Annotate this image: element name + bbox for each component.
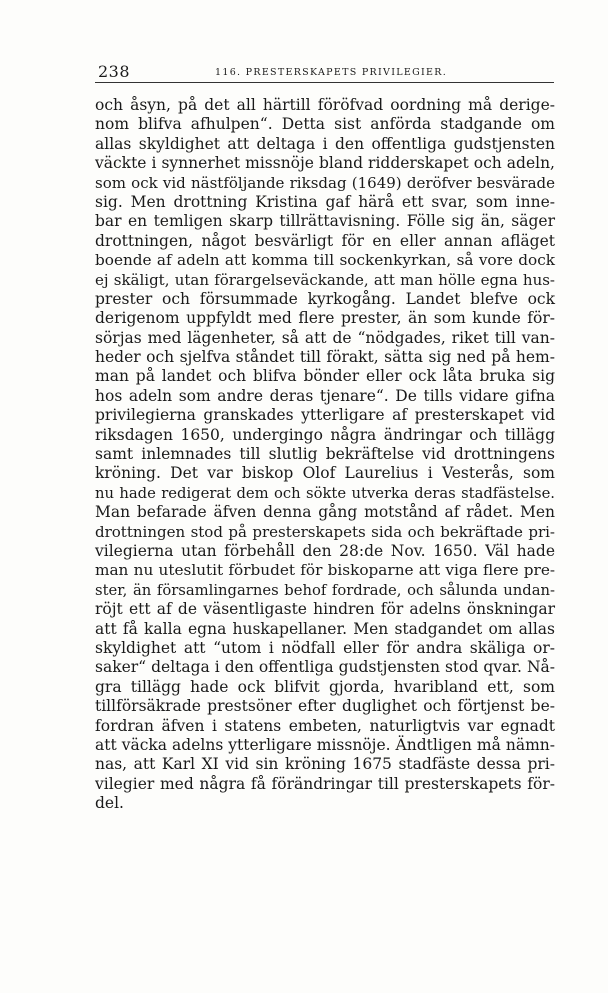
text-line: sig. Men drottning Kristina gaf härå ett svar, som inne- [95, 192, 555, 211]
text-line: nom blifva afhulpen“. Detta sist anförda stadgande om [95, 115, 555, 134]
text-line: skyldighet att “utom i nödfall eller för andra skäliga or- [95, 638, 555, 657]
text-line: riksdagen 1650, undergingo några ändringar och tillägg [95, 425, 555, 444]
text-line: man på landet och blifva bönder eller ock låta bruka sig [95, 367, 555, 386]
text-line: kröning. Det var biskop Olof Laurelius i Vesterås, som [95, 464, 555, 483]
running-head: 116. PRESTERSKAPETS PRIVILEGIER. [215, 67, 448, 78]
page-number: 238 [98, 62, 131, 81]
text-line: och åsyn, på det all härtill föröfvad oordning må derige- [95, 96, 555, 114]
text-line: derigenom uppfyldt med flere prester, än som kunde för- [95, 309, 555, 328]
text-line: del. [95, 794, 124, 813]
text-line: väckte i synnerhet missnöje bland ridderskapet och adeln, [95, 154, 555, 173]
text-line: prester och försummade kyrkogång. Landet blefve ock [95, 289, 555, 308]
text-line: Man befarade äfven denna gång motstånd af rådet. Men [95, 503, 555, 522]
text-line: boende af adeln att komma till sockenkyrkan, så vore dock [95, 251, 555, 270]
text-line: nas, att Karl XI vid sin kröning 1675 stadfäste dessa pri- [95, 755, 555, 774]
body-text [95, 96, 555, 813]
text-line: gra tillägg hade ock blifvit gjorda, hvaribland ett, som [95, 677, 555, 696]
text-line: ster, än församlingarnes behof fordrade, och sålunda undan- [95, 581, 555, 599]
text-line: ej skäligt, utan förargelseväckande, att man hölle egna hus- [95, 270, 555, 289]
text-line: heder och sjelfva ståndet till förakt, sätta sig ned på hem- [95, 348, 555, 367]
text-line: saker“ deltaga i den offentliga gudstjensten stod qvar. Nå- [95, 658, 555, 677]
text-line: att få kalla egna huskapellaner. Men stadgandet om allas [95, 619, 555, 638]
text-line: allas skyldighet att deltaga i den offentliga gudstjensten [95, 134, 555, 153]
text-line: vilegierna utan förbehåll den 28:de Nov. 1650. Väl hade [95, 541, 555, 560]
text-line: som ock vid nästföljande riksdag (1649) deröfver besvärade [95, 173, 555, 192]
text-line: tillförsäkrade prestsöner efter duglighet och förtjenst be- [95, 697, 555, 716]
text-line: röjt ett af de väsentligaste hindren för adelns önskningar [95, 600, 555, 619]
header-rule [95, 82, 554, 83]
text-line: drottningen stod på presterskapets sida och bekräftade pri- [95, 522, 555, 541]
text-line: fordran äfven i statens embeten, naturligtvis var egnadt [95, 716, 555, 735]
text-line: vilegier med några få förändringar till presterskapets för- [95, 774, 555, 793]
text-line: drottningen, något besvärligt för en eller annan afläget [95, 231, 555, 250]
text-line: hos adeln som andre deras tjenare“. De tills vidare gifna [95, 386, 555, 405]
text-line: sörjas med lägenheter, så att de “nödgades, riket till van- [95, 328, 555, 347]
text-line: man nu uteslutit förbudet för biskoparne att viga flere pre- [95, 561, 555, 580]
text-line: nu hade redigerat dem och sökte utverka deras stadfästelse. [95, 484, 555, 502]
text-line: samt inlemnades till slutlig bekräftelse vid drottningens [95, 445, 555, 464]
text-line: att väcka adelns ytterligare missnöje. Ändtligen må nämn- [95, 735, 555, 754]
page-header [95, 62, 555, 82]
text-line: bar en temligen skarp tillrättavisning. Fölle sig än, säger [95, 212, 555, 231]
text-line: privilegierna granskades ytterligare af presterskapet vid [95, 406, 555, 425]
